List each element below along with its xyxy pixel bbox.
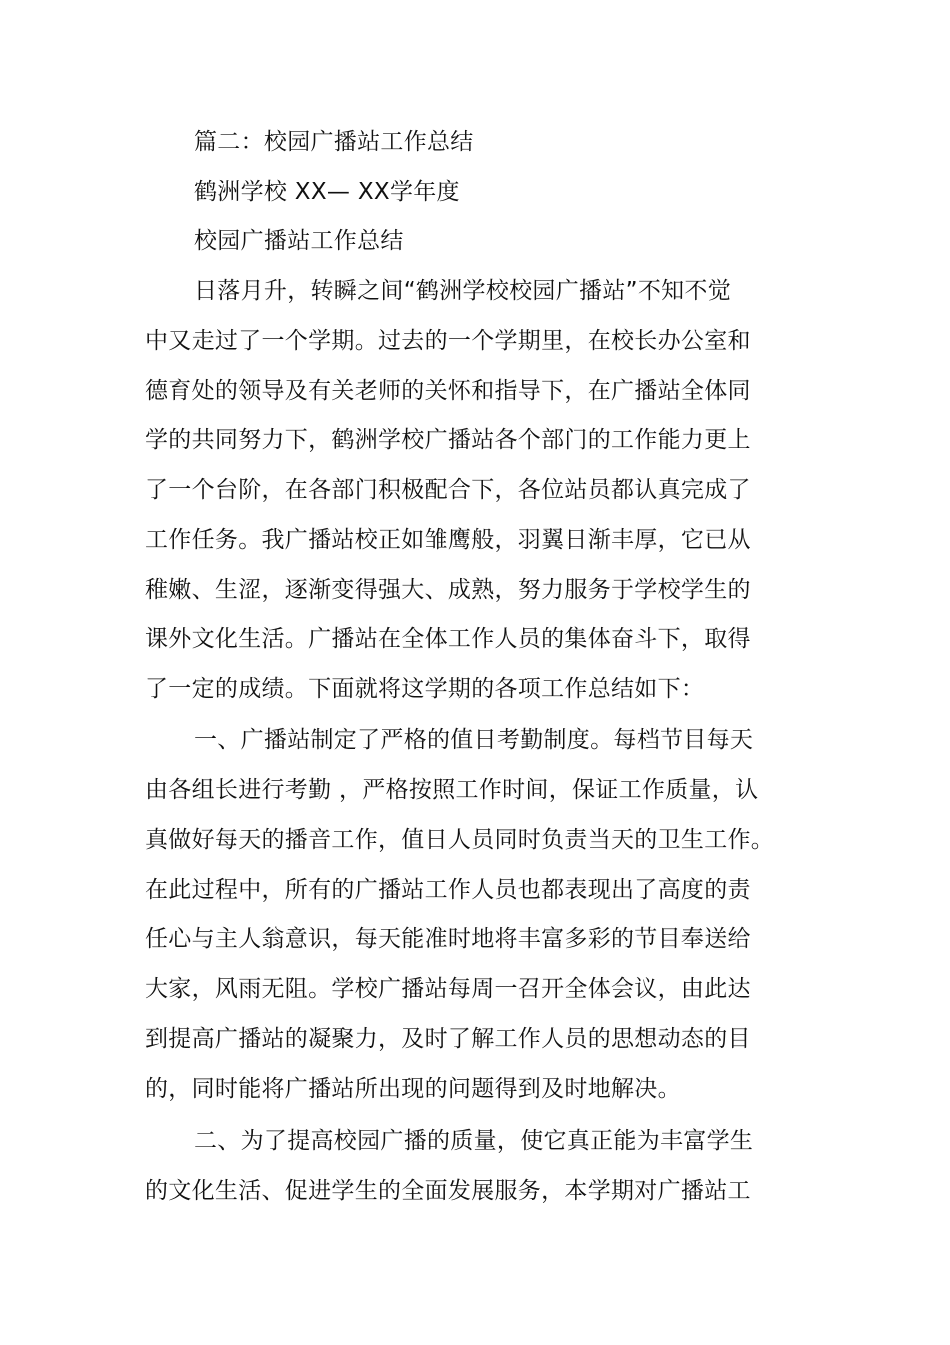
paragraph-line: 稚嫩、生涩，逐渐变得强大、成熟，努力服务于学校学生的 — [145, 577, 751, 603]
document-heading: 篇二：校园广播站工作总结 — [194, 129, 474, 155]
paragraph-line: 任心与主人翁意识，每天能准时地将丰富多彩的节目奉送给 — [145, 926, 751, 952]
document-subheading-school-year: 鹤洲学校 XX— XX学年度 — [194, 179, 460, 205]
paragraph-line: 工作任务。我广播站校正如雏鹰般，羽翼日渐丰厚，它已从 — [145, 527, 751, 553]
paragraph-line: 在此过程中，所有的广播站工作人员也都表现出了高度的责 — [145, 877, 751, 903]
paragraph-line: 中又走过了一个学期。过去的一个学期里，在校长办公室和 — [145, 328, 751, 354]
paragraph-line: 了一定的成绩。下面就将这学期的各项工作总结如下： — [145, 676, 705, 702]
paragraph-line: 德育处的领导及有关老师的关怀和指导下，在广播站全体同 — [145, 378, 751, 404]
paragraph-line: 了一个台阶，在各部门积极配合下，各位站员都认真完成了 — [145, 477, 751, 503]
paragraph-line: 的文化生活、促进学生的全面发展服务，本学期对广播站工 — [145, 1178, 751, 1204]
paragraph-line: 到提高广播站的凝聚力，及时了解工作人员的思想动态的目 — [145, 1026, 751, 1052]
paragraph-line: 的，同时能将广播站所出现的问题得到及时地解决。 — [145, 1076, 681, 1102]
paragraph-line: 学的共同努力下，鹤洲学校广播站各个部门的工作能力更上 — [145, 427, 751, 453]
paragraph-line: 大家，风雨无阻。学校广播站每周一召开全体会议，由此达 — [145, 976, 751, 1002]
paragraph-line: 日落月升，转瞬之间“鹤洲学校校园广播站”不知不觉 — [194, 278, 732, 304]
paragraph-line: 真做好每天的播音工作，值日人员同时负责当天的卫生工作。 — [145, 827, 775, 853]
paragraph-line: 课外文化生活。广播站在全体工作人员的集体奋斗下，取得 — [145, 626, 751, 652]
document-subheading-title: 校园广播站工作总结 — [194, 228, 404, 254]
paragraph-line: 一、广播站制定了严格的值日考勤制度。每档节目每天 — [194, 727, 754, 753]
paragraph-line: 二、为了提高校园广播的质量，使它真正能为丰富学生 — [194, 1128, 754, 1154]
paragraph-line: 由各组长进行考勤 ，严格按照工作时间，保证工作质量，认 — [145, 777, 759, 803]
